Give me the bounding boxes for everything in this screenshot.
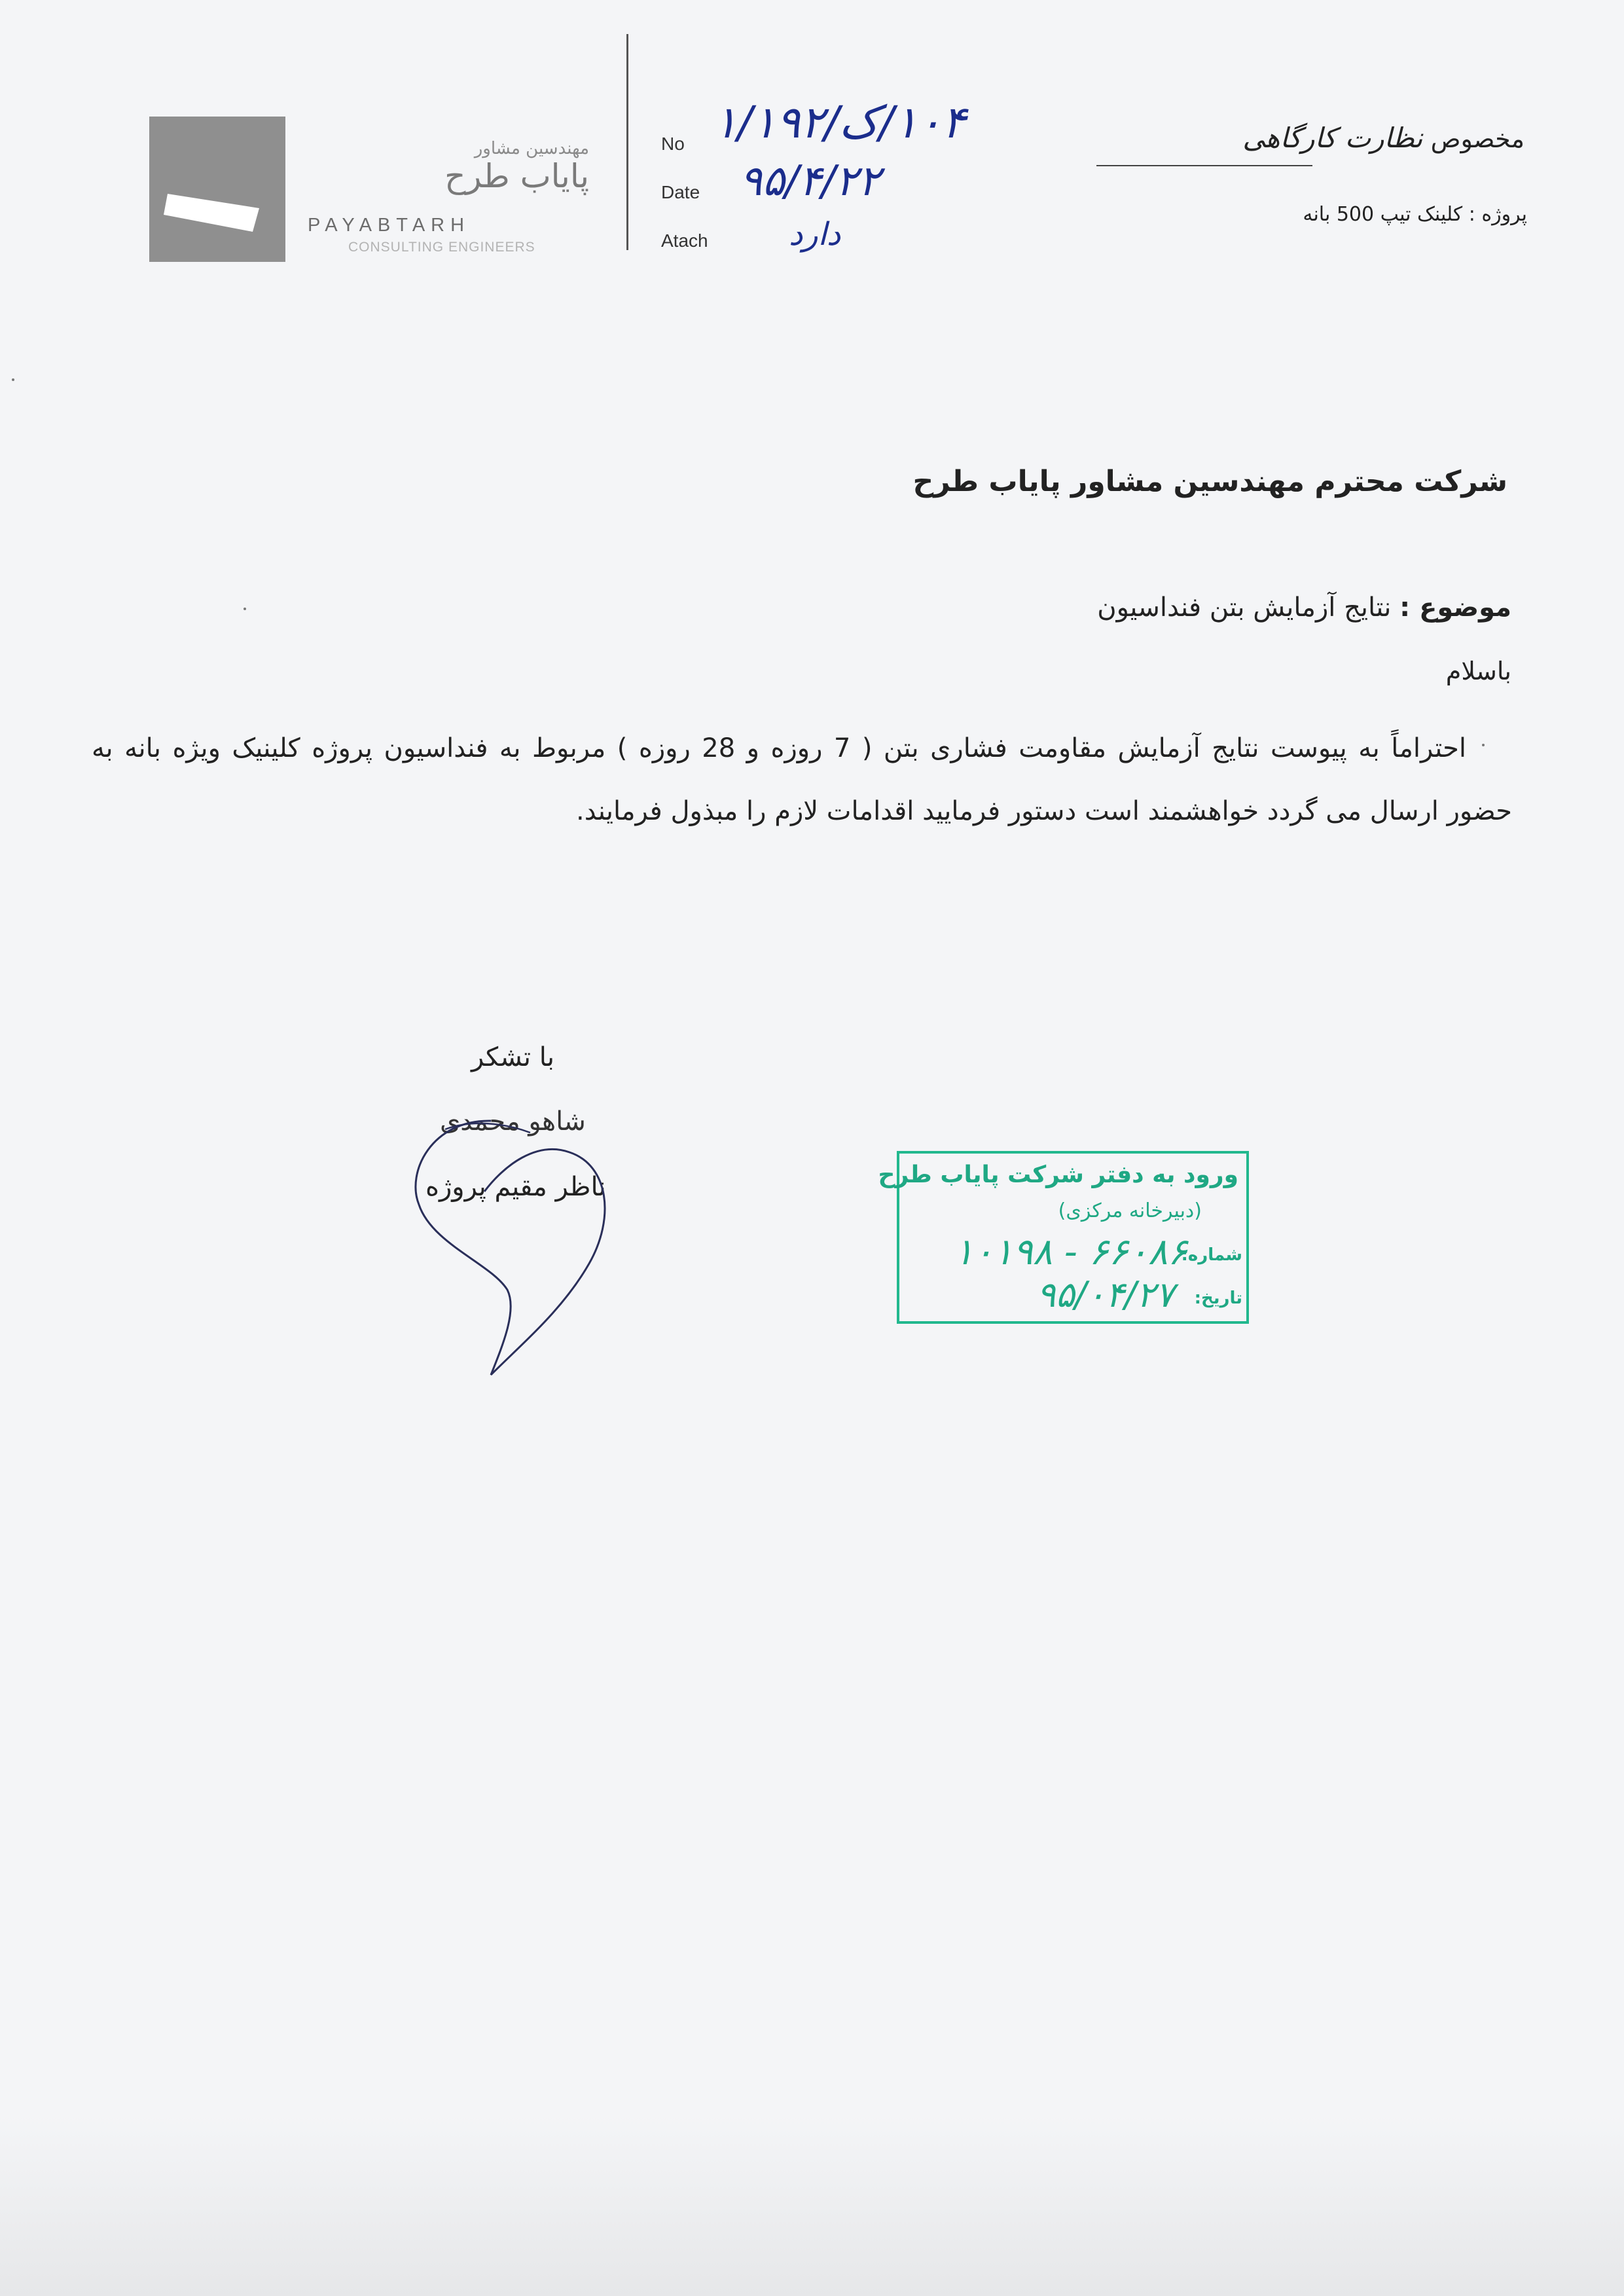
stamp-number-value: ۶۶۰۸۶ - ۱۰۱۹۸: [954, 1231, 1187, 1273]
stamp-number-label: شماره:: [1181, 1245, 1242, 1265]
body-paragraph: احتراماً به پیوست نتایج آزمایش مقاومت فشاری بتن ( 7 روزه و 28 روزه ) مربوط به فنداسیون پروژه کلینیک ویژه بانه به حضور ارسال می گردد خواهشمند است دستور فرمایید اقدامات لازم را مبذول فرمایند.: [92, 733, 1512, 826]
header-title-handwritten: نظارت کارگاهی: [1242, 122, 1423, 154]
recipient: شرکت محترم مهندسین مشاور پایاب طرح: [912, 465, 1507, 498]
no-label: No: [661, 134, 685, 154]
subject-label: موضوع :: [1399, 592, 1511, 623]
no-value: ۱۰۴/ک/۱/۱۹۲: [713, 97, 966, 149]
header-divider: [626, 34, 628, 250]
logo-name-en: PAYABTARH: [308, 215, 471, 236]
scan-speck: [244, 608, 246, 610]
stamp-date-value: ۹۵/۰۴/۲۷: [1036, 1274, 1174, 1315]
project-line: پروژه : کلینک تیپ 500 بانه: [1303, 203, 1527, 226]
date-value: ۹۵/۴/۲۲: [740, 157, 880, 206]
handwritten-signature: [393, 1093, 655, 1388]
scan-speck: [1482, 744, 1485, 746]
header-underline: [1096, 165, 1312, 166]
subject-text: نتایج آزمایش بتن فنداسیون: [1097, 592, 1392, 623]
signer-role: ناظر مقیم پروژه: [425, 1172, 606, 1202]
closing: با تشکر: [471, 1042, 555, 1072]
attach-label: Atach: [661, 230, 708, 251]
scan-speck: [12, 378, 14, 381]
attach-value: دارد: [789, 216, 841, 253]
stamp-date-label: تاریخ:: [1194, 1288, 1242, 1308]
subject-line: [1097, 592, 1511, 623]
scan-shadow: [0, 2115, 1624, 2296]
date-label: Date: [661, 182, 700, 202]
logo-subtitle-fa: مهندسین مشاور: [474, 139, 589, 158]
signer-name: شاهو محمدی: [440, 1106, 586, 1137]
payabtarh-logo-icon: [149, 117, 285, 262]
header-title-printed: مخصوص: [1430, 124, 1525, 153]
logo-name-fa: پایاب طرح: [444, 157, 589, 195]
stamp-subtitle: (دبیرخانه مرکزی): [1058, 1199, 1202, 1222]
header-title: [1242, 122, 1525, 154]
receipt-stamp: [878, 1151, 1249, 1324]
greeting: باسلام: [1445, 657, 1511, 685]
stamp-title: ورود به دفتر شرکت پایاب طرح: [878, 1161, 1238, 1188]
logo-subtitle-en: CONSULTING ENGINEERS: [348, 240, 535, 255]
